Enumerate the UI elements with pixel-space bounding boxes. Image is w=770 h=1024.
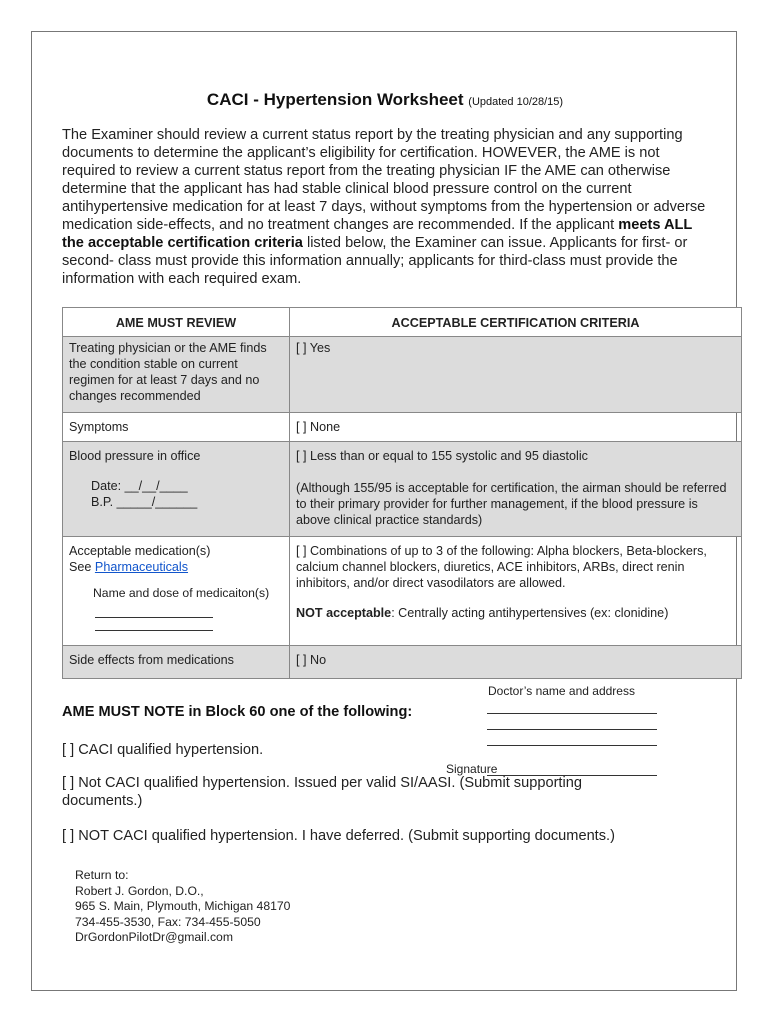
medication-review-cell xyxy=(63,537,290,646)
intro-bold: meets ALL the acceptable certification criteria xyxy=(62,217,693,251)
bp-criteria-note: (Although 155/95 is acceptable for certification, the airman should be referred to their primary provider for further management, if the blood pressure is above clinical practice standards) xyxy=(296,481,727,527)
header-acceptable-criteria: ACCEPTABLE CERTIFICATION CRITERIA xyxy=(290,308,742,337)
medication-not-acceptable xyxy=(296,605,735,621)
side-effects-review-cell: Side effects from medications xyxy=(63,646,290,679)
medication-see-text: See xyxy=(69,560,95,574)
doctor-address-line-3[interactable] xyxy=(487,745,657,746)
table-row-physician xyxy=(63,337,742,413)
medication-criteria-checkbox[interactable]: [ ] Combinations of up to 3 of the following: Alpha blockers, Beta-blockers, calcium channel blockers, diuretics, ACE inhibitors, ARBs, direct renin inhibitors, and/or direct vasodilators are allowed. xyxy=(296,544,707,590)
title-updated: (Updated 10/28/15) xyxy=(468,96,564,108)
bp-review-cell xyxy=(63,442,290,537)
medication-lines xyxy=(69,605,283,631)
table-row-side-effects xyxy=(63,646,742,679)
signature-label: Signature xyxy=(446,762,498,776)
title-main: CACI - Hypertension Worksheet xyxy=(206,90,464,109)
return-email: DrGordonPilotDr@gmail.com xyxy=(75,930,233,945)
doctor-address-line-1[interactable] xyxy=(487,713,657,714)
intro-text-1: The Examiner should review a current status report by the treating physician and any supporting documents to determine the applicant’s eligibility for certification. HOWEVER, the AME is not required to review a current status report from the treating physician IF the AME can otherwise determine that the applicant has had stable clinical blood pressure control on the current antihypertensive medication for at least 7 days, without symptoms from the hypertension or adverse medication side-effects, and no treatment changes are recommended. If the applicant xyxy=(62,127,706,233)
header-ame-must-review: AME MUST REVIEW xyxy=(63,308,290,337)
symptoms-criteria-checkbox[interactable]: [ ] None xyxy=(290,413,742,442)
side-effects-criteria-checkbox[interactable]: [ ] No xyxy=(290,646,742,679)
physician-criteria-checkbox[interactable]: [ ] Yes xyxy=(290,337,742,413)
doctor-name-label: Doctor’s name and address xyxy=(488,684,635,698)
option-not-caci-issued[interactable]: [ ] Not CACI qualified hypertension. Issued per valid SI/AASI. (Submit supporting documents.) xyxy=(62,775,582,809)
option-not-caci-deferred[interactable]: [ ] NOT CACI qualified hypertension. I have deferred. (Submit supporting documents.) xyxy=(62,828,615,844)
ame-note-heading: AME MUST NOTE in Block 60 one of the following: xyxy=(62,704,413,720)
not-acceptable-label: NOT acceptable xyxy=(296,606,392,620)
return-phone: 734-455-3530, Fax: 734-455-5050 xyxy=(75,914,261,929)
criteria-table xyxy=(62,307,742,679)
bp-criteria-checkbox[interactable]: [ ] Less than or equal to 155 systolic and 95 diastolic xyxy=(296,449,588,463)
pharmaceuticals-link[interactable]: Pharmaceuticals xyxy=(94,560,189,574)
page-title xyxy=(0,90,770,110)
not-acceptable-text: : Centrally acting antihypertensives (ex: clonidine) xyxy=(391,606,669,620)
intro-paragraph xyxy=(62,126,712,288)
bp-date-field[interactable]: Date: __/__/____ xyxy=(91,479,188,493)
bp-value-field[interactable]: B.P. _____/______ xyxy=(91,495,198,509)
medication-line-2[interactable] xyxy=(95,618,213,631)
intro-text-2: listed below, the Examiner can issue. Applicants for first- or second- class must provide this information annually; applicants for third-class must provide the information with each required exam. xyxy=(62,235,688,287)
medication-name-dose-label: Name and dose of medicaiton(s) xyxy=(93,586,270,600)
physician-review-cell: Treating physician or the AME finds the condition stable on current regimen for at least 7 days and no changes recommended xyxy=(63,337,290,413)
return-label: Return to: xyxy=(75,868,129,882)
table-header-row xyxy=(63,308,742,337)
return-to-block xyxy=(75,868,290,946)
option-caci-qualified[interactable]: [ ] CACI qualified hypertension. xyxy=(62,742,264,758)
table-row-blood-pressure xyxy=(63,442,742,537)
bp-review-label: Blood pressure in office xyxy=(69,449,201,463)
bp-criteria-cell xyxy=(290,442,742,537)
doctor-address-line-2[interactable] xyxy=(487,729,657,730)
medication-review-label: Acceptable medication(s) xyxy=(69,544,211,558)
return-name: Robert J. Gordon, D.O., xyxy=(75,883,204,898)
return-address: 965 S. Main, Plymouth, Michigan 48170 xyxy=(75,899,291,914)
medication-see-line xyxy=(69,559,283,575)
medication-criteria-cell xyxy=(290,537,742,646)
medication-line-1[interactable] xyxy=(95,605,213,618)
symptoms-review-cell: Symptoms xyxy=(63,413,290,442)
table-row-medication xyxy=(63,537,742,646)
table-row-symptoms xyxy=(63,413,742,442)
